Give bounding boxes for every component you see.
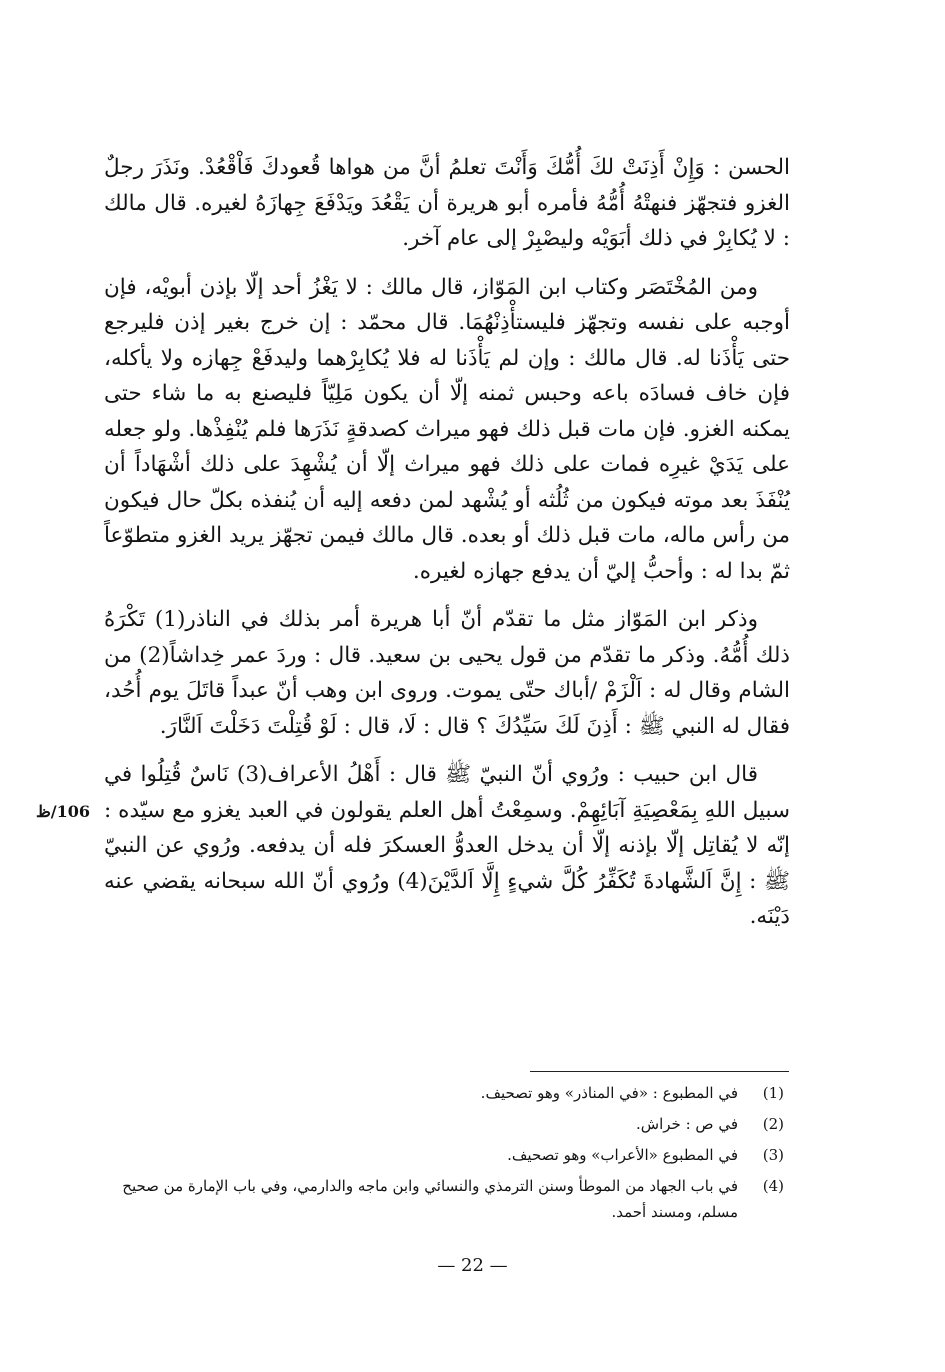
footnote-text: في ص : خراش.	[636, 1115, 738, 1133]
main-text	[104, 150, 790, 948]
footnote-divider	[530, 1071, 789, 1072]
paragraph-4: قال ابن حبيب : ورُوي أنّ النبيّ ﷺ قال : أَهْلُ الأعراف(3) نَاسٌ قُتِلُوا في سبيل اللهِ بِمَعْصِيَةِ آبَائِهِمْ. وسمِعْتُ أهل العلم يقولون في العبد يغزو مع سيّده : إنّه لا يُقاتِل إلّا بإذنه إلّا أن يدخل العدوُّ العسكرَ فله أن يدفعه. ورُوي عن النبيّ ﷺ : إِنَّ اَلشَّهادةَ تُكَفِّرُ كُلَّ شيءٍ إِلَّا اَلدَّيْنَ(4) ورُوي أنّ الله سبحانه يقضي عنه دَيْنَه.	[104, 762, 790, 929]
paragraph-2: ومن المُخْتَصَر وكتاب ابن المَوّاز، قال مالك : لا يَغْزُ أحد إلّا بإذن أبويْه، فإن أوجبه على نفسه وتجهّز فليستأْذِنْهُمَا. قال محمّد : إن خرج بغير إذن فليرجع حتى يَأْذَنا له. قال مالك : وإن لم يَأْذَنا له فلا يُكابِرْهما وليدفَعْ جِهازه ولا يأكله، فإن خاف فسادَه باعه وحبس ثمنه إلّا أن يكون مَلِيّاً فليصنع به ما شاء حتى يمكنه الغزو. فإن مات قبل ذلك فهو ميراث كصدقةٍ نَذَرَها فلم يُنْفِذْها. ولو جعله على يَدَيْ غيرِه فمات على ذلك فهو ميراث إلّا أن يُشْهِدَ على ذلك أشْهَاداً أن يُنْفَذَ بعد موته فيكون من ثُلُثه أو يُشْهد لمن دفعه إليه أن يُنفذه بكلّ حال فيكون من رأس ماله، مات قبل ذلك أو بعده. قال مالك فيمن تجهّز يريد الغزو متطوّعاً ثمّ بدا له : وأحبُّ إليّ أن يدفع جهازه لغيره.	[104, 274, 790, 584]
footnote-number: (4)	[762, 1177, 784, 1195]
footnote-text: في باب الجهاد من الموطأ وسنن الترمذي والنسائي وابن ماجه والدارمي، وفي باب الإمارة من صحيح مسلم، ومسند أحمد.	[122, 1177, 738, 1221]
footnote-number: (1)	[762, 1084, 784, 1102]
footnote-3	[104, 1142, 784, 1168]
footnote-1	[104, 1080, 784, 1106]
paragraph-1: الحسن : وَإِنْ أَذِنَتْ لكَ أُمُّكَ وَأَنْتَ تعلمُ أنَّ من هواها قُعودكَ فَاْقْعُدْ. ونَذَرَ رجلٌ الغزو فتجهّز فنهتْهُ أُمُّهُ فأمره أبو هريرة أن يَقْعُدَ ويَدْفَعَ جِهازَهُ لغيره. قال مالك : لا يُكابِرْ في ذلك أبَوَيْه وليصْبِرْ إلى عام آخر.	[104, 155, 790, 251]
footnote-2	[104, 1111, 784, 1137]
page-number: — 22 —	[437, 1255, 508, 1276]
manuscript-folio-note: 106/ظ	[36, 802, 91, 821]
paragraph-3: وذكر ابن المَوّاز مثل ما تقدّم أنّ أبا هريرة أمر بذلك في الناذر(1) تَكْرَهُ ذلك أُمُّهُ. وذكر ما تقدّم من قول يحيى بن سعيد. قال : وردَ عمر خِداشاً(2) من الشام وقال له : اَلْزَمْ /أباك حتّى يموت. وروى ابن وهب أنّ عبداً قاتَلَ يوم أُحُد، فقال له النبي ﷺ : أَذِنَ لَكَ سَيِّدُكَ ؟ قال : لَا، قال : لَوْ قُتِلْتَ دَخَلْتَ اَلنَّارَ.	[104, 607, 791, 739]
footnotes	[104, 1080, 784, 1230]
footnote-text: في المطبوع : «في المناذر» وهو تصحيف.	[480, 1084, 738, 1102]
footnote-4	[104, 1173, 784, 1225]
footnote-text: في المطبوع «الأعراب» وهو تصحيف.	[507, 1146, 738, 1164]
footnote-number: (2)	[762, 1115, 784, 1133]
footnote-number: (3)	[762, 1146, 784, 1164]
